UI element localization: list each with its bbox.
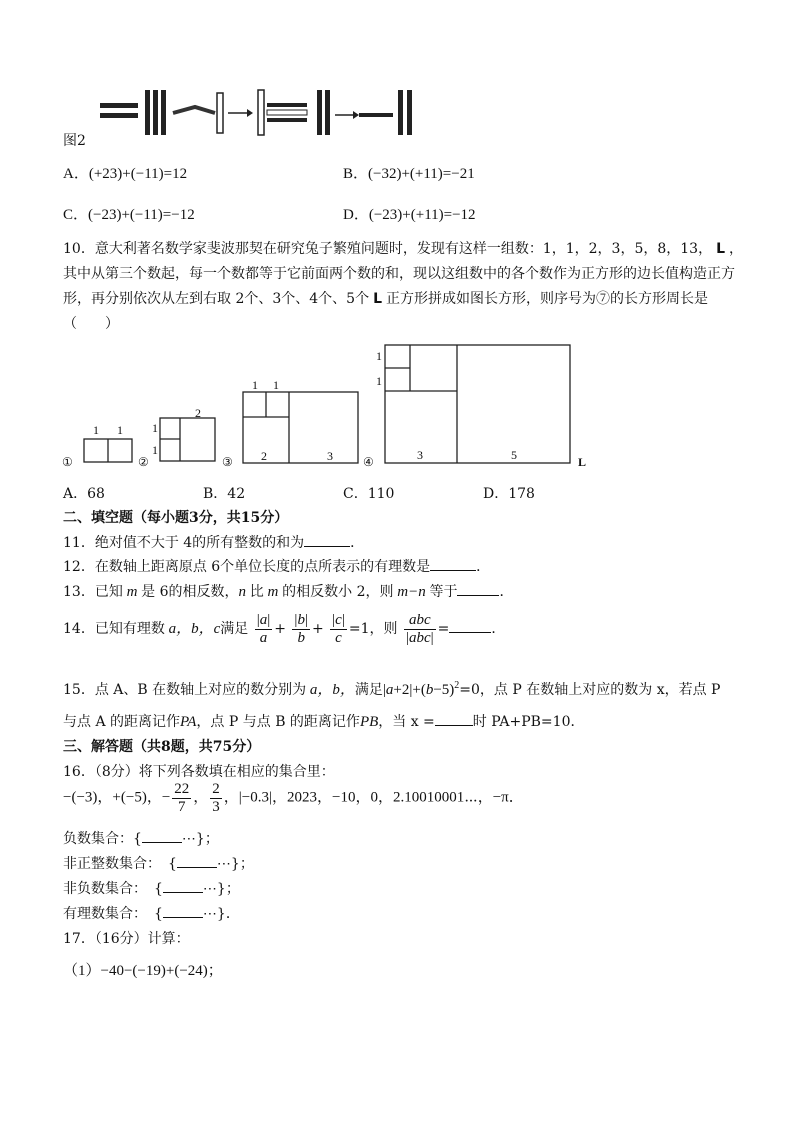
- figure-2-image: [95, 85, 435, 140]
- r4-label-b: 1: [376, 374, 382, 388]
- label-circle-1: ①: [62, 455, 73, 469]
- q15-line-2: 与点 A 的距离记作PA，点 P 与点 B 的距离记作PB，当 x = 时 PA+PB=10．: [63, 714, 585, 730]
- q16-set-rational: 有理数集合： { ⋯}．: [63, 906, 240, 922]
- r3-label-a: 1: [252, 378, 258, 392]
- q11: 11．绝对值不大于 4的所有整数的和为 ．: [63, 535, 365, 551]
- section-3-title: 三、解答题（共8题，共75分）: [63, 739, 261, 755]
- r2-label-a: 1: [152, 421, 158, 435]
- figure-tail-symbol: L: [578, 455, 587, 469]
- section-2-title: 二、填空题（每小题3分，共15分）: [63, 510, 289, 526]
- q12: 12．在数轴上距离原点 6个单位长度的点所表示的有理数是 ．: [63, 559, 491, 575]
- q16-set-nonnegative: 非负数集合： { ⋯}；: [63, 881, 240, 897]
- r4-label-a: 1: [376, 349, 382, 363]
- q9-option-a: A．(+23)+(−11)=12: [63, 166, 188, 182]
- label-circle-2: ②: [138, 455, 149, 469]
- label-circle-4: ④: [363, 455, 374, 469]
- q10-line-2: 其中从第三个数起，每一个数都等于它前面两个数的和，现以这组数中的各个数作为正方形的边长值构造正方: [63, 266, 735, 282]
- r4-label-d: 5: [511, 448, 517, 462]
- q14: 14．已知有理数 a，b，c满足 $\frac{|a|}{a}$ + $\frac{|b|}{b}$ + $\frac{|c|}{c}$ =1，则 $\frac{\text{abc}}{\text{|abc|}}$ = ．: [63, 612, 506, 646]
- q10-answer-paren: （ ）: [63, 316, 119, 332]
- q15-line-1: 15．点 A、B 在数轴上对应的数分别为 a，b，满足$|a+2|+(b-5)^2=0$，点 P 在数轴上对应的数为 x，若点 P: [63, 680, 721, 698]
- r3-label-d: 3: [327, 449, 333, 463]
- q9-option-b: B．(−32)+(+11)=−21: [343, 166, 475, 182]
- figure-2-caption: 图2: [63, 133, 86, 149]
- q10-option-d: D．178: [483, 486, 535, 502]
- q16-set-negative: 负数集合：{ ⋯}；: [63, 831, 219, 847]
- r3-label-b: 1: [273, 378, 279, 392]
- q17-stem: 17．（16分）计算：: [63, 931, 190, 947]
- r3-label-c: 2: [261, 449, 267, 463]
- q10-line-3: 形，再分别依次从左到右取 2个、3个、4个、5个 L 正方形拼成如图长方形，则序号为⑦的长方形周长是: [63, 291, 708, 307]
- rect-4: [385, 345, 570, 463]
- r1-label-b: 1: [117, 423, 123, 437]
- q9-option-d: D．(−23)+(+11)=−12: [343, 207, 476, 223]
- q13: 13．已知 m 是 6的相反数，n 比 m 的相反数小 2，则 m−n 等于 ．: [63, 584, 514, 600]
- q10-line-1: 10．意大利著名数学家斐波那契在研究兔子繁殖问题时，发现有这样一组数：1，1，2，3，5，8，13， L ，: [63, 241, 743, 257]
- r2-label-c: 2: [195, 406, 201, 420]
- q10-option-b: B．42: [203, 486, 246, 502]
- q9-option-c: C．(−23)+(−11)=−12: [63, 207, 195, 223]
- r2-label-b: 1: [152, 443, 158, 457]
- q10-option-a: A．68: [63, 486, 105, 502]
- r1-label-a: 1: [93, 423, 99, 437]
- label-circle-3: ③: [222, 455, 233, 469]
- q16-numbers: −(−3)，+(−5)，− $\frac{22}{7}$ ， $\frac{2}{3}$ ，|−0.3|，2023，−10，0，2.10010001⋯，−π．: [63, 781, 524, 815]
- q16-set-nonpositive-integer: 非正整数集合： { ⋯}；: [63, 856, 254, 872]
- q16-stem: 16．（8分）将下列各数填在相应的集合里：: [63, 764, 335, 780]
- q10-option-c: C．110: [343, 486, 395, 502]
- r4-label-c: 3: [417, 448, 423, 462]
- q17-part-1: （1）−40−(−19)+(−24)；: [63, 963, 223, 979]
- fibonacci-rectangles-figure: [60, 338, 600, 473]
